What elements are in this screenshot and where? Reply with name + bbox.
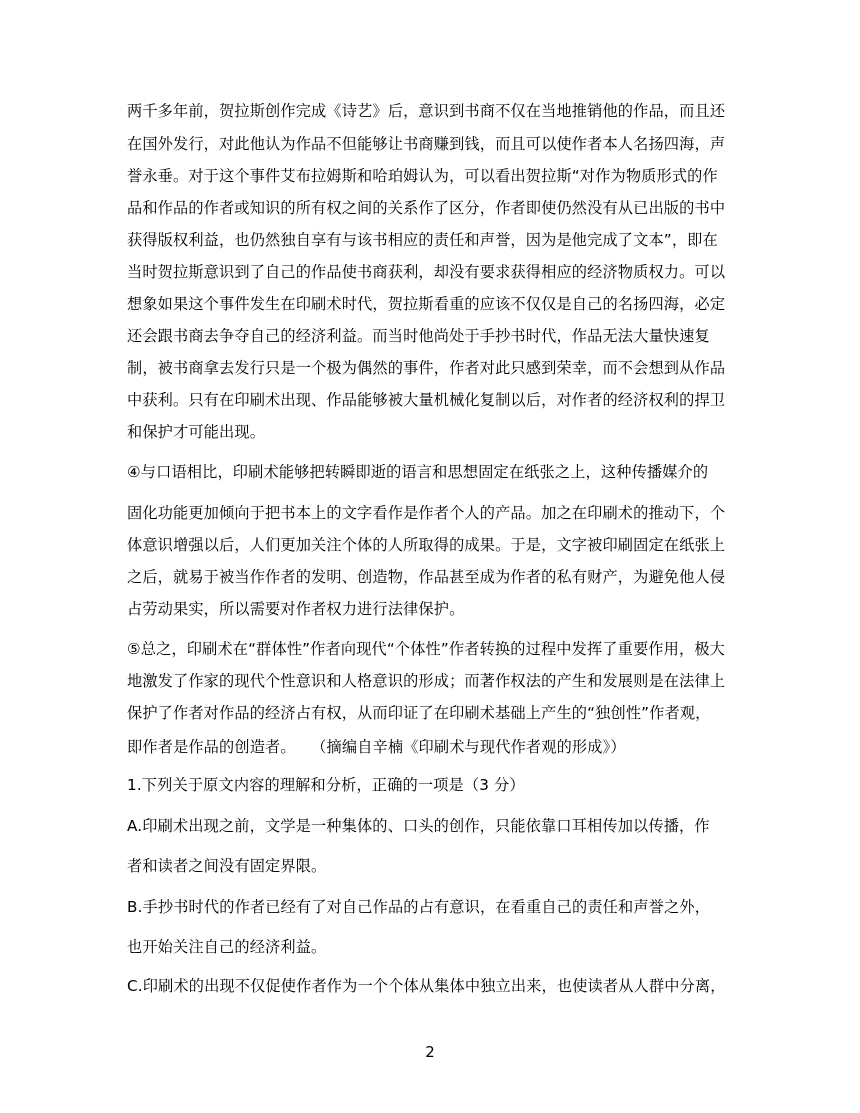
text-line: 者和读者之间没有固定界限。: [127, 857, 327, 875]
source-citation-line: 即作者是作品的创造者。 （摘编自辛楠《印刷术与现代作者观的形成》）: [127, 738, 626, 756]
page-number: 2: [425, 1043, 435, 1061]
text-line: ④与口语相比，印刷术能够把转瞬即逝的语言和思想固定在纸张之上，这种传播媒介的: [127, 463, 709, 481]
text-line: 地激发了作家的现代个性意识和人格意识的形成；而著作权法的产生和发展则是在法律上: [127, 672, 726, 690]
text-line: 想象如果这个事件发生在印刷术时代，贺拉斯看重的应该不仅仅是自己的名扬四海，必定: [127, 295, 726, 313]
text-line: 还会跟书商去争夺自己的经济利益。而当时他尚处于手抄书时代，作品无法大量快速复: [127, 327, 710, 345]
text-line: 获得版权利益，也仍然独自享有与该书相应的责任和声誉，因为是他完成了文本”，即在: [127, 231, 718, 249]
text-line: 两千多年前，贺拉斯创作完成《诗艺》后，意识到书商不仅在当地推销他的作品，而且还: [127, 102, 726, 120]
text-line: 占劳动果实，所以需要对作者权力进行法律保护。: [127, 600, 465, 618]
question-1: 1.下列关于原文内容的理解和分析，正确的一项是（3 分）: [127, 776, 525, 794]
text-line: 中获利。只有在印刷术出现、作品能够被大量机械化复制以后，对作者的经济权利的捍卫: [127, 391, 726, 409]
text-line: 也开始关注自己的经济利益。: [127, 938, 327, 956]
text-line: C.印刷术的出现不仅促使作者作为一个个体从集体中独立出来，也使读者从人群中分离，: [127, 977, 726, 995]
text-line: ⑤总之，印刷术在“群体性”作者向现代“个体性”作者转换的过程中发挥了重要作用，极大: [127, 640, 725, 658]
text-line: 品和作品的作者或知识的所有权之间的关系作了区分，作者即使仍然没有从已出版的书中: [127, 199, 726, 217]
text-line: 誉永垂。对于这个事件艾布拉姆斯和哈珀姆认为，可以看出贺拉斯“对作为物质形式的作: [127, 167, 718, 185]
text-line: 体意识增强以后，人们更加关注个体的人所取得的成果。于是，文字被印刷固定在纸张上: [127, 536, 726, 554]
text-line: 当时贺拉斯意识到了自己的作品使书商获利，却没有要求获得相应的经济物质权力。可以: [127, 263, 726, 281]
text-line: 制，被书商拿去发行只是一个极为偶然的事件，作者对此只感到荣幸，而不会想到从作品: [127, 359, 726, 377]
text-line: 保护了作者对作品的经济占有权，从而印证了在印刷术基础上产生的“独创性”作者观，: [127, 704, 711, 722]
text-line: 在国外发行，对此他认为作品不但能够让书商赚到钱，而且可以使作者本人名扬四海，声: [127, 135, 726, 153]
text-line: 之后，就易于被当作作者的发明、创造物，作品甚至成为作者的私有财产，为避免他人侵: [127, 568, 726, 586]
text-line: 和保护才可能出现。: [127, 423, 266, 441]
text-line: B.手抄书时代的作者已经有了对自己作品的占有意识，在看重自己的责任和声誉之外，: [127, 898, 711, 916]
text-line: 固化功能更加倾向于把书本上的文字看作是作者个人的产品。加之在印刷术的推动下，个: [127, 504, 726, 522]
text-line: A.印刷术出现之前，文学是一种集体的、口头的创作，只能依靠口耳相传加以传播，作: [127, 817, 710, 835]
